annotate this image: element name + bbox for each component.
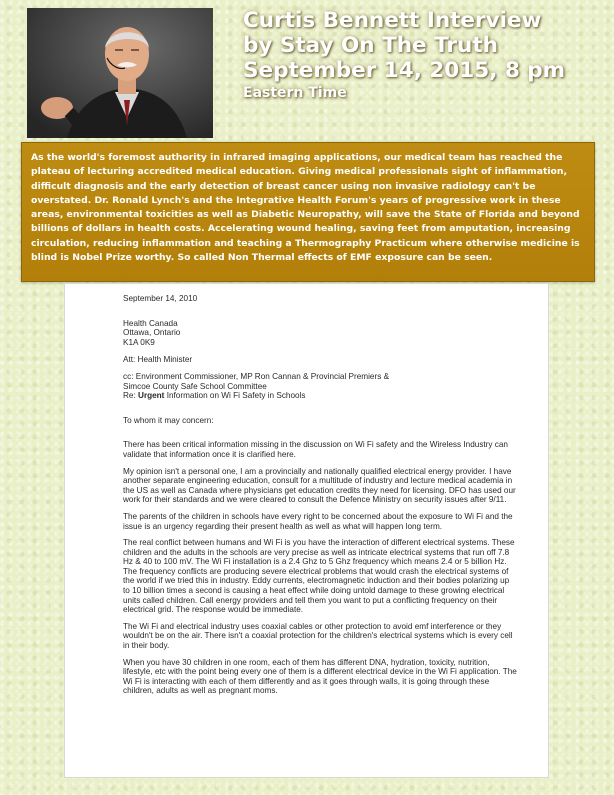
- letter-date: September 14, 2010: [123, 294, 198, 303]
- title-line-4: Eastern Time: [243, 85, 347, 101]
- subject-urgent: Urgent: [138, 391, 165, 401]
- letter-cc: [123, 372, 518, 391]
- letter-paragraph-5: The Wi Fi and electrical industry uses coaxial cables or other protection to avoid emf interference or they wouldn't be on the air. There isn't a coaxial protection for the children's electrical systems which is every cell in their body.: [123, 621, 513, 651]
- letter-document: [64, 283, 549, 778]
- letter-address: [123, 319, 518, 348]
- letter-paragraph-4: The real conflict between humans and Wi Fi is you have the interaction of different electrical systems. These children and the adults in the schools are very precise as well as intricate electrical systems that run off 7.8 Hz & 40 to 100 mV. The Wi Fi installation is a 2.4 Ghz to 5 Ghz frequency which means 2.4 or 5 billion Hz. The frequency conflicts are producing severe electrical problems that would crash the electrical systems of the world if we tried this in industry. Eddy currents, electromagnetic induction and their bodies polarizing up to 10 billion times a second is causing a heat effect while doing untold damage to these growing electrical units called children. Call energy providers and tell them you want to put a conflicting frequency on their electrical grid. The response would be immediate.: [123, 538, 515, 615]
- speaker-photo: [27, 8, 213, 138]
- subject-rest: Information on Wi Fi Safety in Schools: [164, 391, 306, 401]
- letter-attention: Att: Health Minister: [123, 355, 193, 365]
- letter-salutation: To whom it may concern:: [123, 415, 214, 425]
- speaker-portrait-illustration: [27, 8, 213, 138]
- intro-text: As the world's foremost authority in infrared imaging applications, our medical team has reached the plateau of lecturing accredited medical education. Giving medical professionals sight of inflammation, difficult diagnosis and the early detection of breast cancer using non invasive radiology can't be overstated. Dr. Ronald Lynch's and the Integrative Health Forum's years of progressive work in these areas, environmental toxicities as well as Diabetic Neuropathy, will save the State of Florida and beyond billions of dollars in health costs. Accelerating wound healing, saving feet from amputation, increasing circulation, reducing inflammation and teaching a Thermography Practicum where otherwise medicine is blind is Nobel Prize worthy. So called Non Thermal effects of EMF exposure can be seen.: [31, 152, 580, 264]
- spacer: [123, 347, 518, 355]
- intro-box: [21, 142, 595, 282]
- letter-paragraph-3: The parents of the children in schools have every right to be concerned about the exposure to Wi Fi and the issue is an urgency regarding their present health as well as what will happen long term.: [123, 511, 513, 531]
- title-block: [243, 8, 603, 102]
- spacer: [123, 432, 518, 440]
- cc-line-1: cc: Environment Commissioner, MP Ron Cannan & Provincial Premiers &: [123, 371, 390, 381]
- spacer: [123, 408, 518, 416]
- title-line-3: September 14, 2015, 8 pm: [243, 58, 566, 83]
- letter-paragraph-6: When you have 30 children in one room, each of them has different DNA, hydration, toxicity, nutrition, lifestyle, etc with the point being every one of them is a different electrical device in the Wi Fi application. The Wi Fi is interacting with each of them differently and as it goes through walls, it is going through these children, adults as well as pregnant moms.: [123, 657, 517, 696]
- address-line-3: K1A 0K9: [123, 337, 155, 347]
- address-line-1: Health Canada: [123, 318, 178, 328]
- letter-paragraph-2: My opinion isn't a personal one, I am a provincially and nationally qualified electrical energy provider. I have another separate engineering education, consult for a multitude of industry and lecture medical academia in the US as well as Canada where physicians get education credits they need for licensing. DFO has used our work for their standards and we were cleared to consult the Defence Ministry on security issues after 9/11.: [123, 466, 516, 505]
- cc-line-2: Simcoe County Safe School Committee: [123, 381, 267, 391]
- letter-paragraph-1: There has been critical information missing in the discussion on Wi Fi safety and the Wireless Industry can validate that information once it is clarified here.: [123, 440, 508, 459]
- letter-subject: [123, 391, 518, 401]
- title-line-1: Curtis Bennett Interview: [243, 8, 542, 33]
- spacer: [123, 311, 518, 319]
- subject-prefix: Re:: [123, 391, 139, 401]
- title-line-2: by Stay On The Truth: [243, 33, 498, 58]
- address-line-2: Ottawa, Ontario: [123, 328, 181, 338]
